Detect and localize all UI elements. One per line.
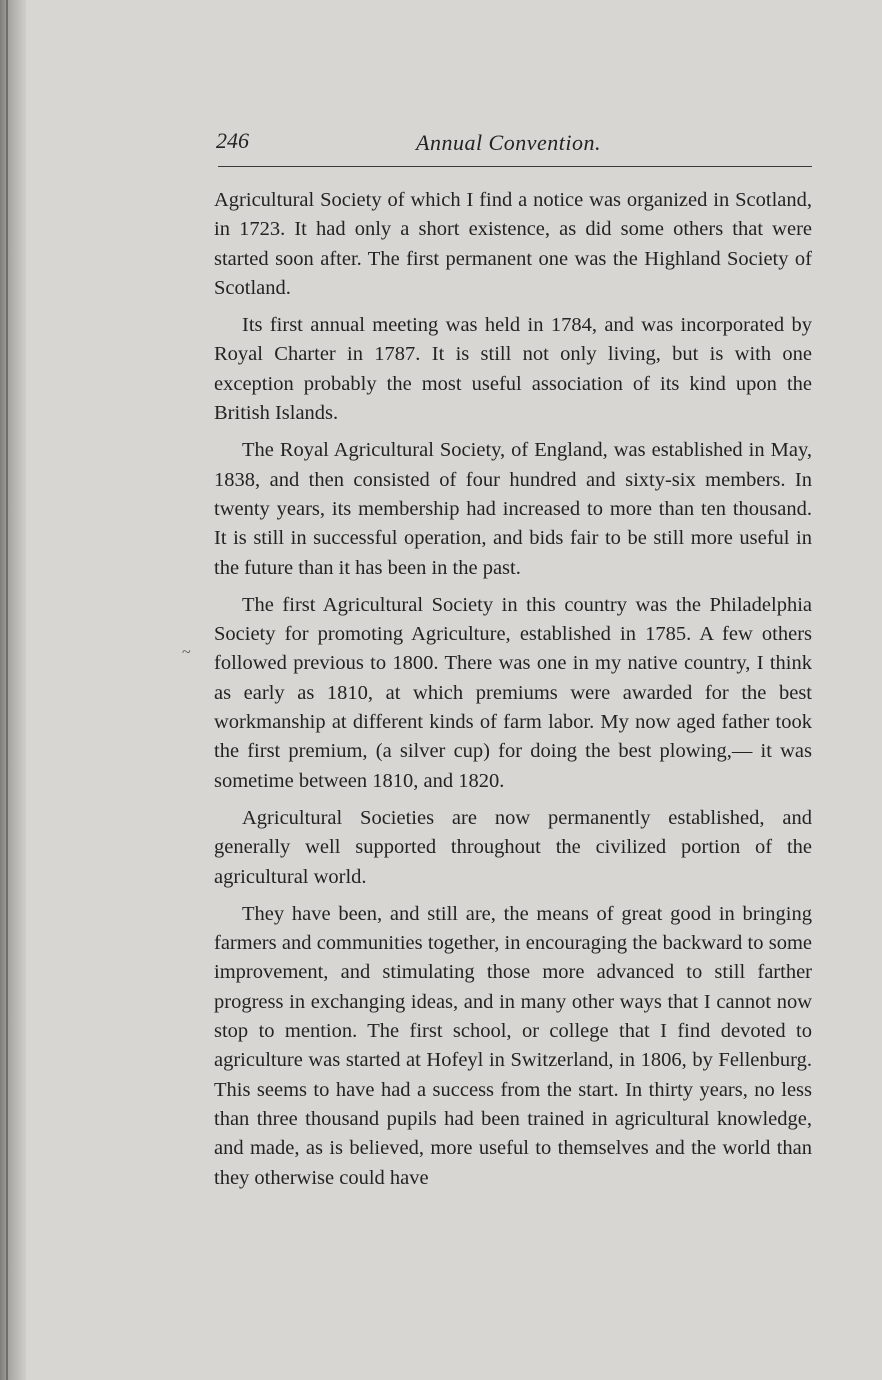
page-number: 246 [216,128,249,153]
paragraph-4: The first Agricultural Society in this country was the Philadelphia Society for promoting Agriculture, established in 1785. A few others followed previous to 1800. There was one in my native country, I think as early as 1810, at which premiums were awarded for the best workmanship at different kinds of farm labor. My now aged father took the first premium, (a silver cup) for doing the best plowing,— it was sometime between 1810, and 1820. [214,593,812,792]
margin-mark: ~ [182,644,191,661]
page-header [216,124,812,164]
header-rule [218,166,812,167]
paragraph-3: The Royal Agricultural Society, of England, was established in May, 1838, and then consisted of four hundred and sixty-six members. In twenty years, its membership had increased to more than ten thousand. It is still in successful operation, and bids fair to be still more useful in the future than it has been in the past. [214,439,812,579]
book-binding-edge [0,0,26,1380]
body-text [214,186,812,1201]
paragraph-5: Agricultural Societies are now permanently established, and generally well supported throughout the civilized portion of the agricultural world. [214,806,812,888]
paragraph-2: Its first annual meeting was held in 1784, and was incorporated by Royal Charter in 1787. It is still not only living, but is with one exception probably the most useful association of its kind upon the British Islands. [214,314,812,425]
paragraph-6: They have been, and still are, the means of great good in bringing farmers and communities together, in encouraging the backward to some improvement, and stimulating those more advanced to still farther progress in exchanging ideas, and in many other ways that I cannot now stop to mention. The first school, or college that I find devoted to agriculture was started at Hofeyl in Switzerland, in 1806, by Fellenburg. This seems to have had a success from the start. In thirty years, no less than three thousand pupils had been trained in agricultural knowledge, and made, as is believed, more useful to themselves and the world than they otherwise could have [214,902,812,1189]
running-head: Annual Convention. [416,130,601,155]
paragraph-1: Agricultural Society of which I find a notice was organized in Scotland, in 1723. It had only a short existence, as did some others that were started soon after. The first permanent one was the Highland Society of Scotland. [214,189,812,299]
